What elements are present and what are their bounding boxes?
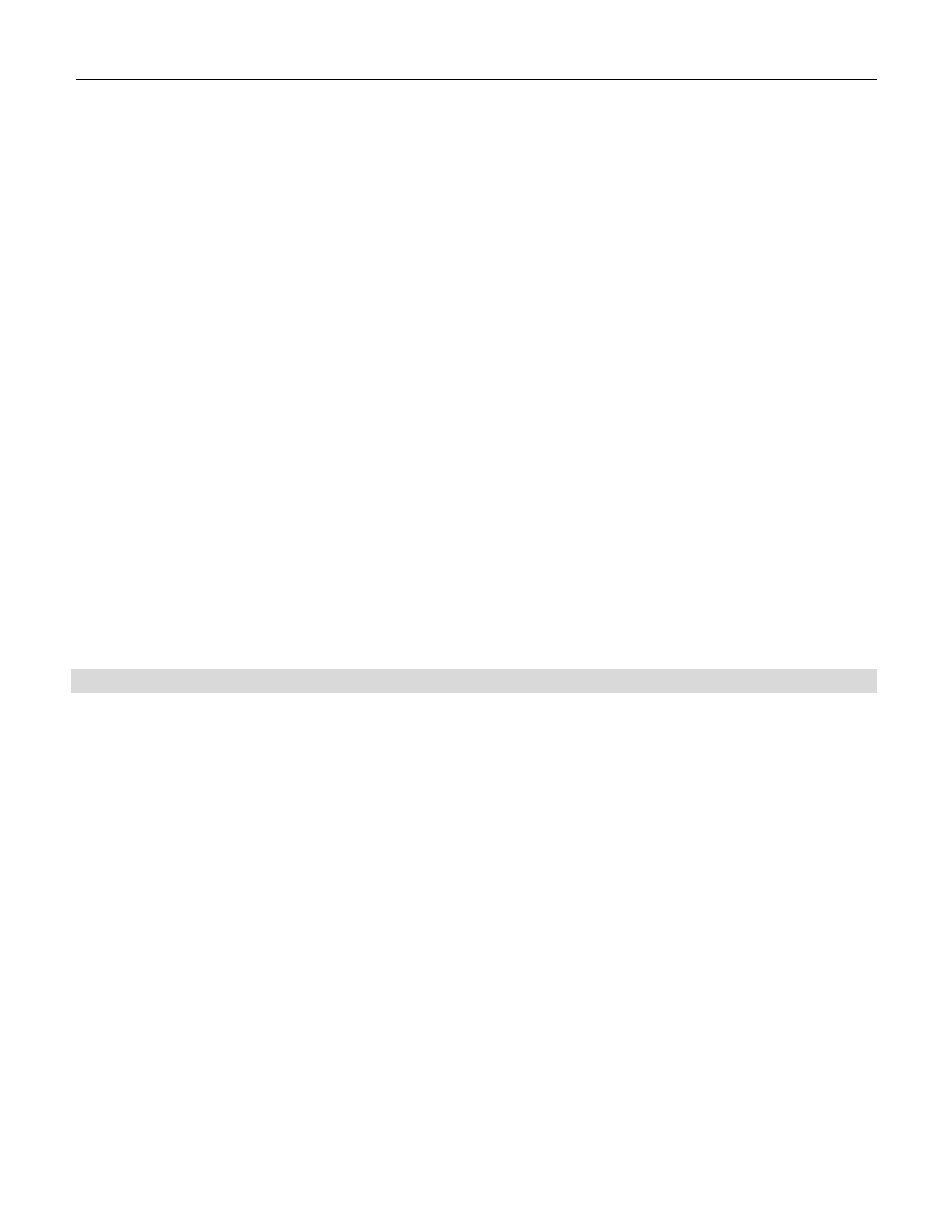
page-header [76,55,877,80]
section-heading [71,669,877,693]
